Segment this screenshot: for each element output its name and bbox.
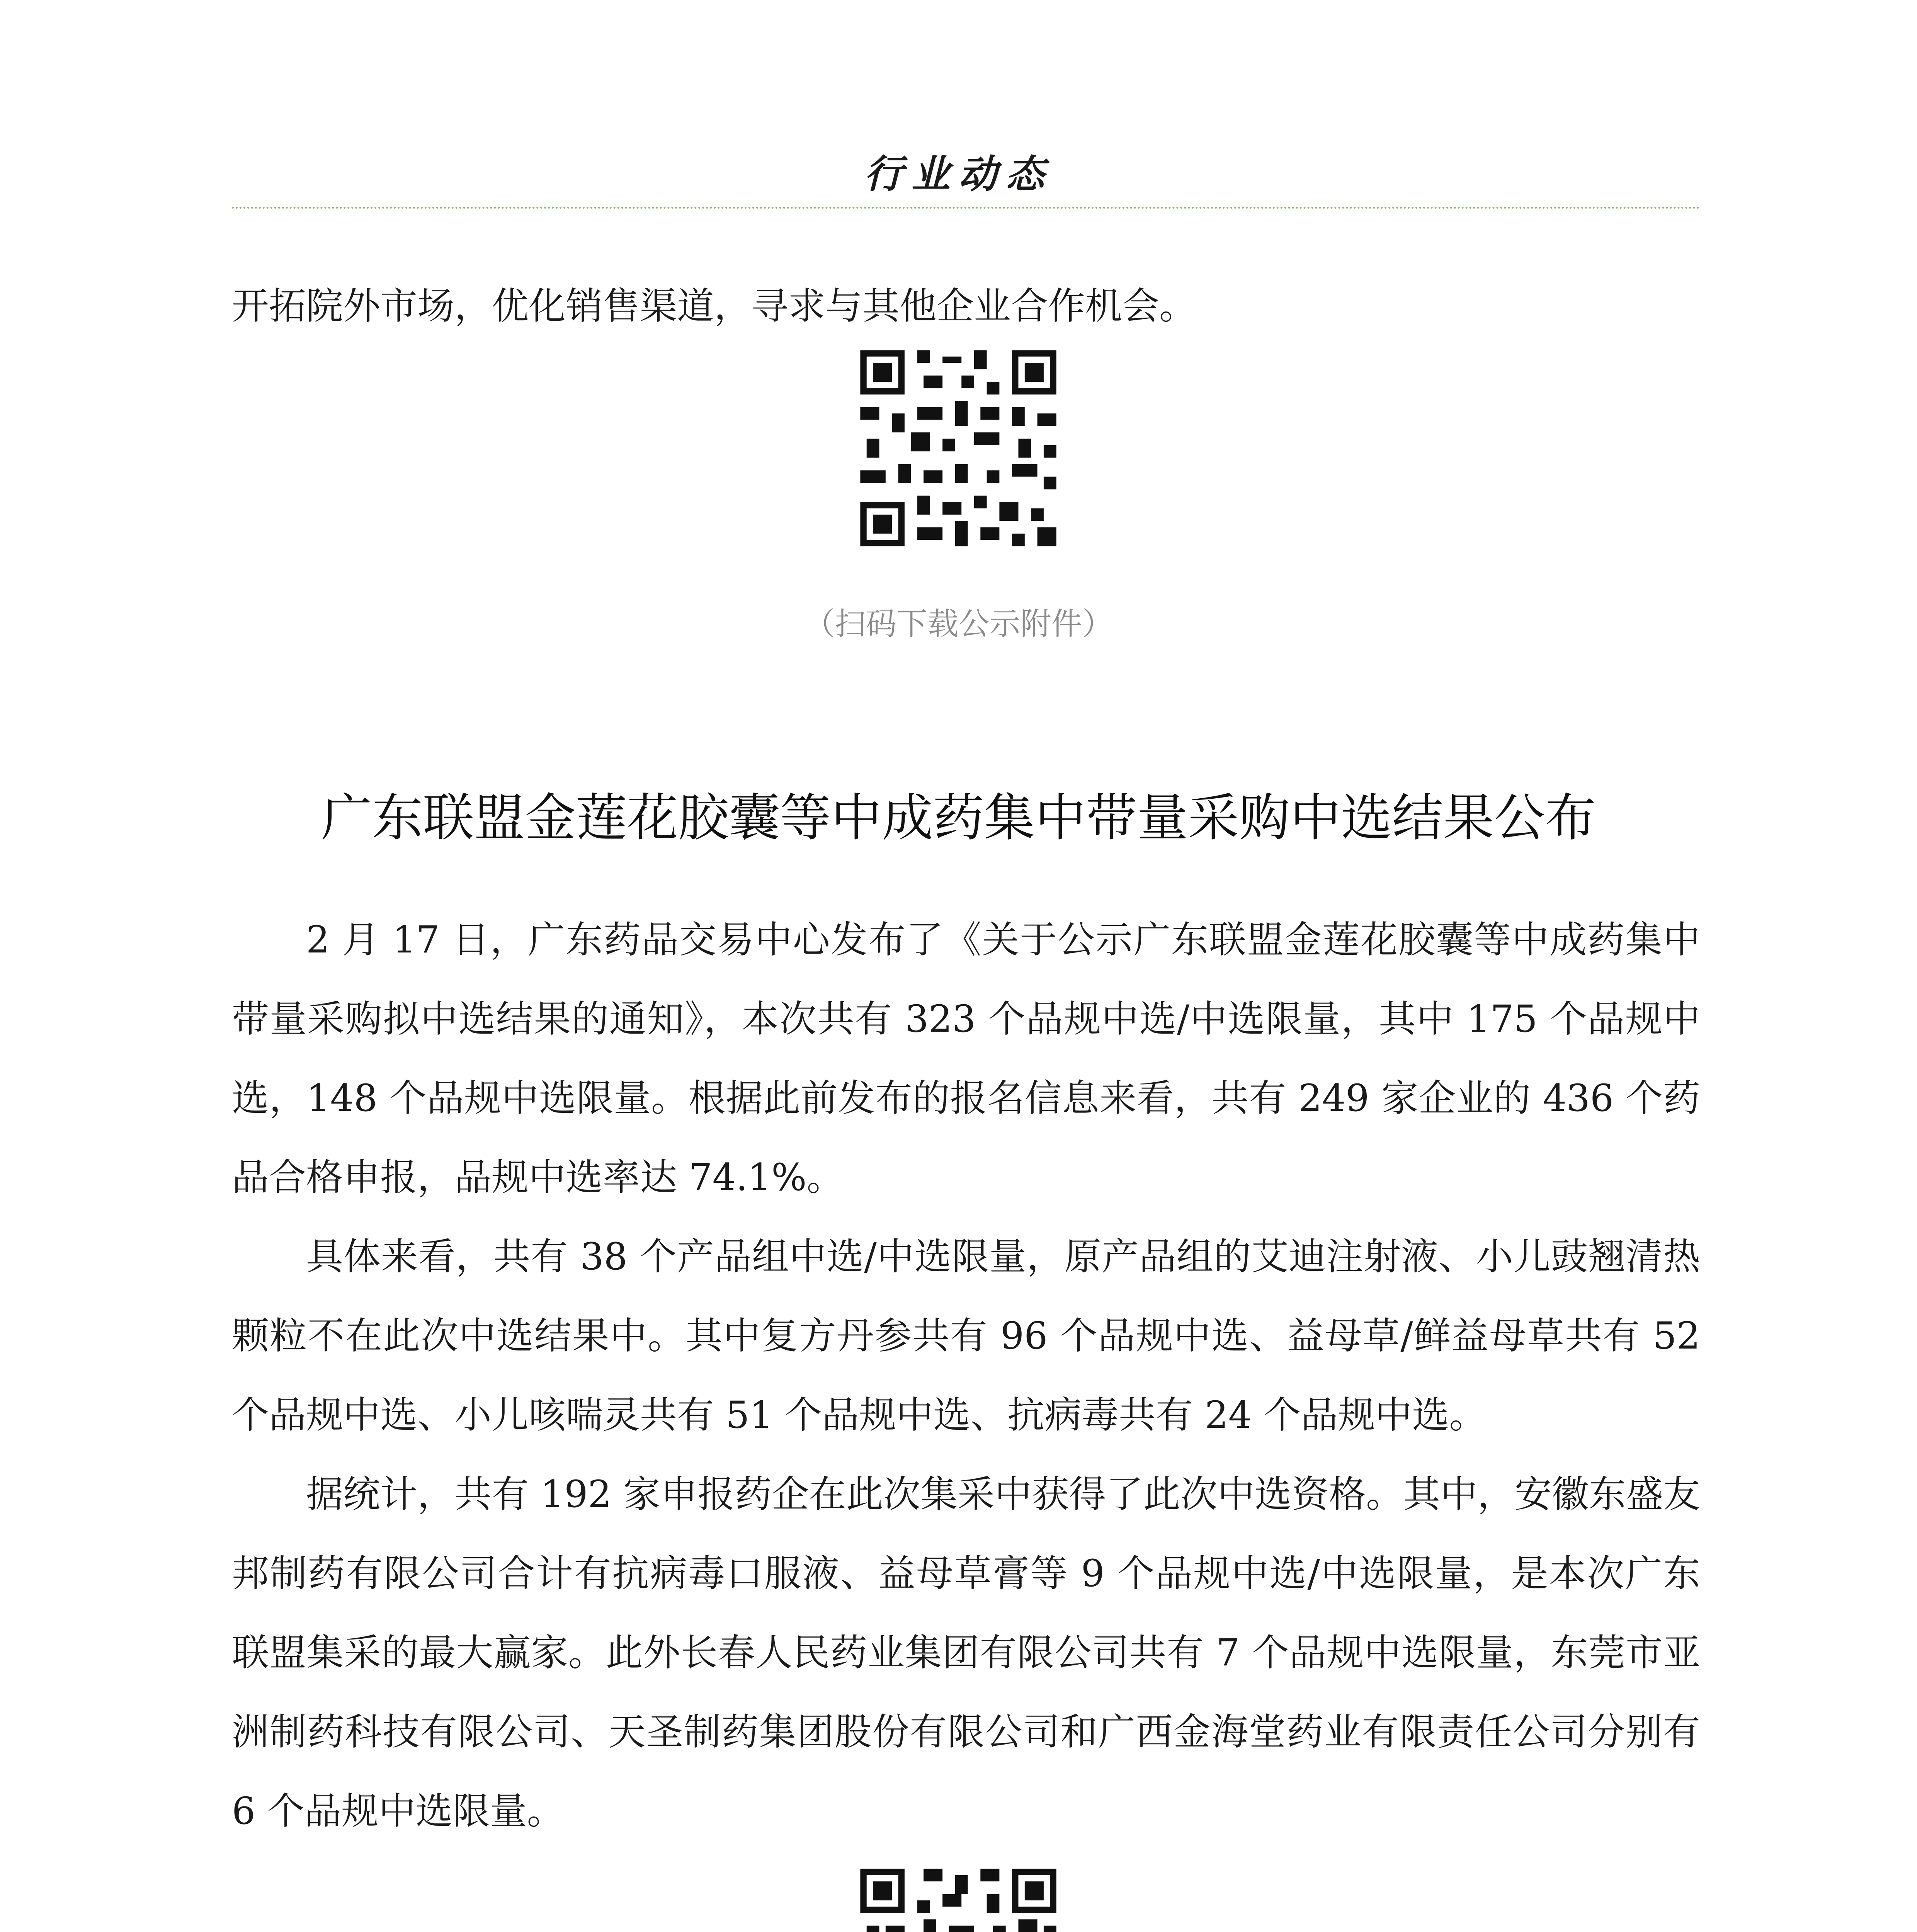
qr-code-icon — [854, 344, 1063, 553]
continuation-paragraph: 开拓院外市场，优化销售渠道，寻求与其他企业合作机会。 — [232, 284, 1196, 328]
header-divider — [232, 207, 1700, 209]
section1-paragraph-2: 具体来看，共有 38 个产品组中选/中选限量，原产品组的艾迪注射液、小儿豉翘清热颗粒不在此次中选结果中。其中复方丹参共有 96 个品规中选、益母草/鲜益母草共有 52 个品规中选、小儿咳喘灵共有 51 个品规中选、抗病毒共有 24 个品规中选。 — [232, 1235, 1700, 1437]
section1-paragraph-3: 据统计，共有 192 家申报药企在此次集采中获得了此次中选资格。其中，安徽东盛友邦制药有限公司合计有抗病毒口服液、益母草膏等 9 个品规中选/中选限量，是本次广东联盟集采的最大赢家。此外长春人民药业集团有限公司共有 7 个品规中选限量，东莞市亚洲制药科技有限公司、天圣制药集团股份有限公司和广西金海堂药业有限责任公司分别有 6 个品规中选限量。 — [232, 1473, 1700, 1833]
qr-code-icon — [854, 1862, 1063, 1932]
qr-code-1[interactable] — [854, 344, 1063, 553]
qr-code-2[interactable] — [854, 1862, 1063, 1932]
section1-paragraph-1: 2 月 17 日，广东药品交易中心发布了《关于公示广东联盟金莲花胶囊等中成药集中带量采购拟中选结果的通知》，本次共有 323 个品规中选/中选限量，其中 175 个品规中选，148 个品规中选限量。根据此前发布的报名信息来看，共有 249 家企业的 436 个药品合格申报，品规中选率达 74.1%。 — [232, 918, 1700, 1199]
qr-caption-1: （扫码下载公示附件） — [804, 606, 1113, 642]
running-header-title: 行业动态 — [864, 151, 1053, 197]
section-title-guangdong-procurement: 广东联盟金莲花胶囊等中成药集中带量采购中选结果公布 — [321, 788, 1596, 848]
